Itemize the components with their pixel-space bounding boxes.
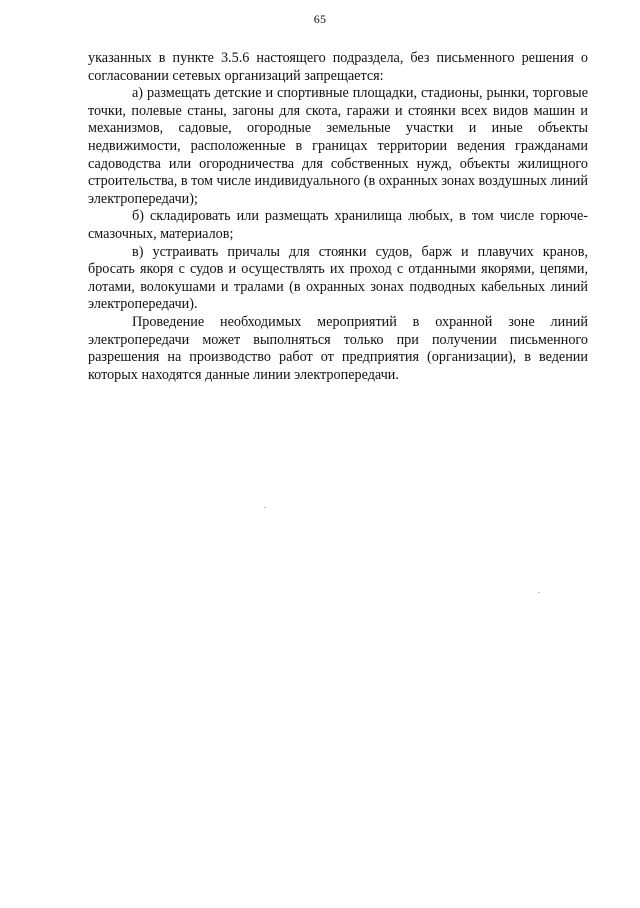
page-number: 65	[313, 12, 327, 26]
paragraph-item-c: в) устраивать причалы для стоянки судов, барж и плавучих кранов, бросать якоря с судов и осуществлять их проход с отданными якорями, цепями, лотами, волокушами и тралами (в охранных зонах подводных кабельных линий электропередачи).	[88, 243, 588, 313]
paragraph-intro: указанных в пункте 3.5.6 настоящего подраздела, без письменного решения о согласовании сетевых организаций запрещается:	[88, 50, 588, 84]
scan-speck	[264, 507, 266, 508]
paragraph-item-b: б) складировать или размещать хранилища любых, в том числе горюче-смазочных, материалов;	[88, 208, 588, 242]
document-body	[88, 50, 588, 384]
paragraph-conclusion: Проведение необходимых мероприятий в охранной зоне линий электропередачи может выполняться только при получении письменного разрешения на производство работ от предприятия (организации), в ведении которых находятся данные линии электропередачи.	[88, 313, 588, 383]
paragraph-item-a: а) размещать детские и спортивные площадки, стадионы, рынки, торговые точки, полевые станы, загоны для скота, гаражи и стоянки всех видов машин и механизмов, садовые, огородные земельные участки и иные объекты недвижимости, расположенные в границах территории ведения гражданами садоводства или огородничества для собственных нужд, объекты жилищного строительства, в том числе индивидуального (в охранных зонах воздушных линий электропередачи);	[88, 85, 588, 207]
scan-speck	[538, 592, 540, 593]
